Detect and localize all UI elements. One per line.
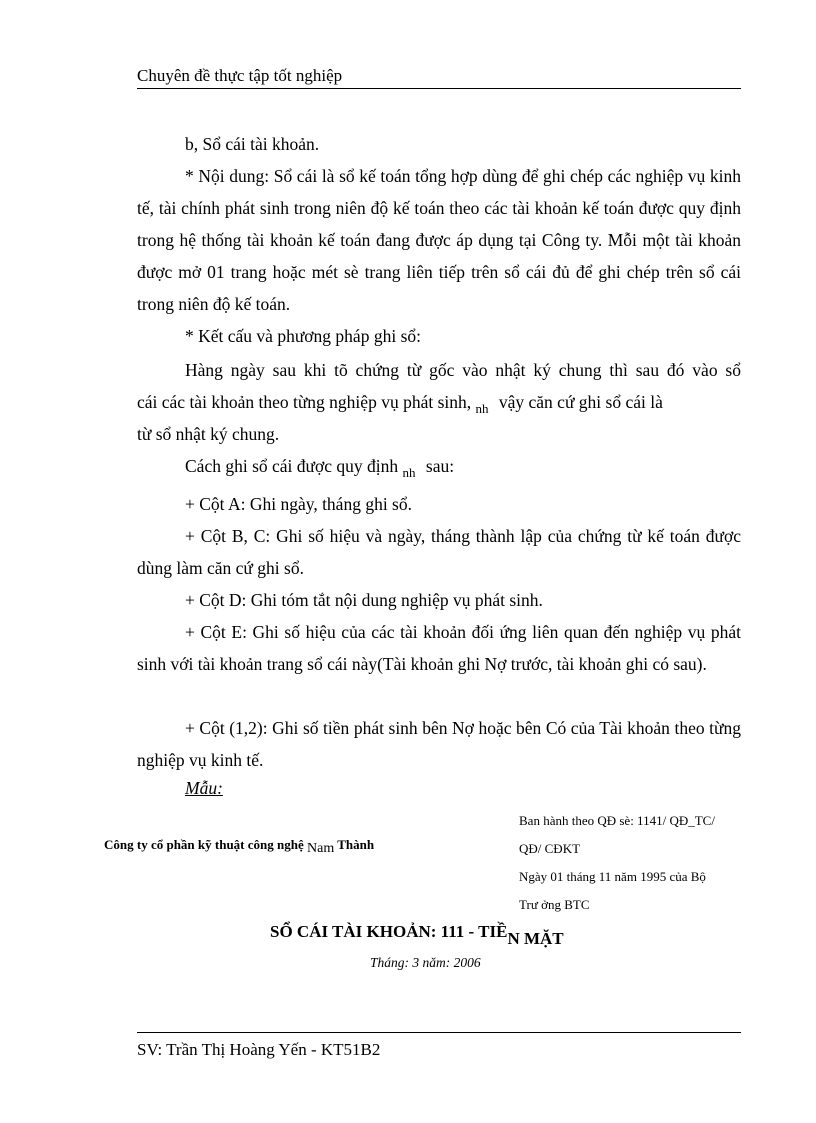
rule-intro-nh: nh <box>402 465 416 480</box>
company-name-start: Công ty cổ phần kỹ thuật công nghệ <box>104 837 304 852</box>
company-name-end: Thành <box>337 837 375 852</box>
decree-line-3: Ngày 01 tháng 11 năm 1995 của Bộ <box>519 869 706 884</box>
decree-line-1: Ban hành theo QĐ sè: 1141/ QĐ_TC/ <box>519 813 715 828</box>
column-d-rule: + Cột D: Ghi tóm tắt nội dung nghiệp vụ phát sinh. <box>185 590 543 610</box>
section-heading: b, Sổ cái tài khoản. <box>185 134 320 154</box>
decree-line-4: Trư ởng BTC <box>519 897 590 912</box>
header-rule <box>137 88 741 89</box>
column-a-rule: + Cột A: Ghi ngày, tháng ghi sổ. <box>185 494 412 514</box>
sample-label: Mẫu: <box>185 778 223 798</box>
column-e-rule: + Cột E: Ghi số hiệu của các tài khoản đối ứng liên quan đến nghiệp vụ phát sinh với tài khoản trang sổ cái này(Tài khoản ghi Nợ trước, tài khoản ghi có sau). <box>137 622 741 674</box>
decree-line-2: QĐ/ CĐKT <box>519 841 581 856</box>
footer-rule <box>137 1032 741 1033</box>
company-name <box>104 837 374 854</box>
daily-line-2-start: cái các tài khoản theo từng nghiệp vụ phát sinh, <box>137 392 472 412</box>
column-bc-rule: + Cột B, C: Ghi số hiệu và ngày, tháng thành lập của chứng từ kế toán được dùng làm căn cứ ghi sổ. <box>137 526 741 578</box>
footer-student: SV: Trần Thị Hoàng Yến - KT51B2 <box>137 1040 381 1059</box>
daily-line-3: từ sổ nhật ký chung. <box>137 424 280 444</box>
daily-line-2-nh: nh <box>475 401 489 416</box>
daily-line-2 <box>137 392 663 416</box>
ledger-period: Tháng: 3 năm: 2006 <box>370 955 481 970</box>
ledger-title <box>270 922 564 948</box>
daily-line-2-end: vậy căn cứ ghi sổ cái là <box>498 392 663 412</box>
structure-heading: * Kết cấu và phương pháp ghi sổ: <box>185 326 421 346</box>
ledger-title-end: N MẶT <box>507 929 564 948</box>
column-12-rule: + Cột (1,2): Ghi số tiền phát sinh bên Nợ hoặc bên Có của Tài khoản theo từng nghiệp vụ kinh tế. <box>137 718 741 770</box>
ledger-title-start: SỔ CÁI TÀI KHOẢN: 111 - TIỀ <box>270 922 508 941</box>
rule-intro-start: Cách ghi sổ cái được quy định <box>185 456 399 476</box>
content-paragraph: * Nội dung: Sổ cái là sổ kế toán tổng hợp dùng để ghi chép các nghiệp vụ kinh tế, tài chính phát sinh trong niên độ kế toán theo các tài khoản kế toán được quy định trong hệ thống tài khoản kế toán đang được áp dụng tại Công ty. Mỗi một tài khoản được mở 01 trang hoặc mét sè trang liên tiếp trên sổ cái đủ để ghi chép trên sổ cái trong niên độ kế toán. <box>137 166 741 314</box>
daily-line-1: Hàng ngày sau khi tõ chứng từ gốc vào nhật ký chung thì sau đó vào sổ <box>185 360 741 380</box>
rule-intro-end: sau: <box>425 456 455 476</box>
company-name-nam: Nam <box>307 841 335 856</box>
rule-intro <box>185 456 455 480</box>
decree-reference <box>519 807 779 919</box>
page-header-title: Chuyên đề thực tập tốt nghiệp <box>137 66 343 85</box>
